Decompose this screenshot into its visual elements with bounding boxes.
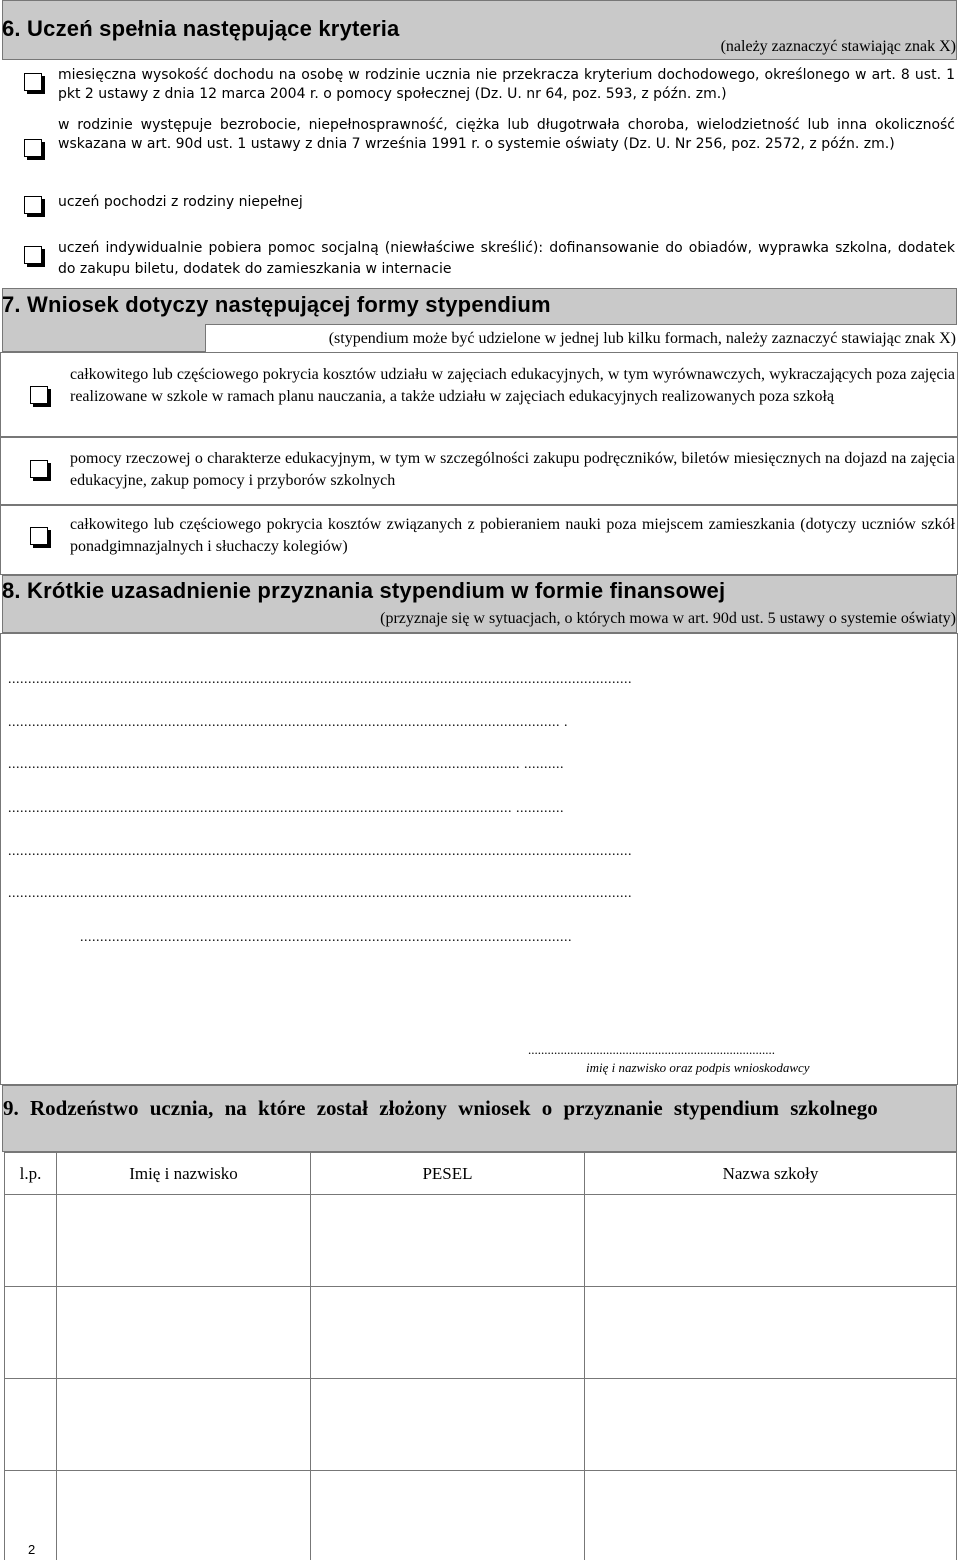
col-header-lp: l.p. [5, 1153, 57, 1195]
form-option-1-checkbox[interactable] [30, 386, 48, 404]
criterion-2-text: w rodzinie występuje bezrobocie, niepełnosprawność, ciężka lub długotrwała choroba, wielodzietność lub inna okoliczność wskazana w art. 90d ust. 1 ustawy z dnia 7 września 1991 r. o systemie oświaty (Dz. U. Nr 256, poz. 2572, z późn. zm.) [58, 117, 955, 152]
section8-title: 8. Krótkie uzasadnienie przyznania stypendium w formie finansowej [2, 578, 726, 603]
table-row [5, 1287, 957, 1379]
cell-pesel[interactable] [311, 1287, 585, 1379]
criterion-4-checkbox[interactable] [24, 246, 42, 264]
section7-title: 7. Wniosek dotyczy następującej formy stypendium [2, 292, 551, 317]
dot-line[interactable]: .............................................................................................................................. ............ [8, 801, 564, 816]
col-header-pesel: PESEL [311, 1153, 585, 1195]
criterion-1-text: miesięczna wysokość dochodu na osobę w rodzinie ucznia nie przekracza kryterium dochodowego, określonego w art. 8 ust. 1 pkt 2 ustawy z dnia 12 marca 2004 r. o pomocy społecznej (Dz. U. nr 64, poz. 593, z późn. zm.) [58, 67, 955, 102]
table-row [5, 1195, 957, 1287]
form-option-3-checkbox[interactable] [30, 527, 48, 545]
section8-note: (przyznaje się w sytuacjach, o których mowa w art. 90d ust. 5 ustawy o systemie oświaty) [380, 610, 956, 627]
dot-line[interactable]: ............................................................................................................................................................ [8, 672, 632, 687]
section6-note: (należy zaznaczyć stawiając znak X) [720, 38, 956, 55]
cell-name[interactable] [57, 1195, 311, 1287]
cell-name[interactable] [57, 1379, 311, 1471]
cell-pesel[interactable] [311, 1379, 585, 1471]
cell-school[interactable] [585, 1287, 957, 1379]
section7-note: (stypendium może być udzielone w jednej lub kilku formach, należy zaznaczyć stawiając znak X) [328, 330, 956, 347]
table-row [5, 1471, 957, 1560]
siblings-table [4, 1152, 957, 1560]
table-row [5, 1379, 957, 1471]
cell-lp[interactable] [5, 1379, 57, 1471]
signature-line[interactable]: ............................................................................ [528, 1042, 775, 1057]
dot-line[interactable]: .......................................................................................................................................... . [8, 715, 568, 730]
dot-line[interactable]: ........................................................................................................................... [80, 930, 572, 945]
criterion-3-checkbox[interactable] [24, 196, 42, 214]
dot-line[interactable]: ................................................................................................................................ .......... [8, 757, 564, 772]
criterion-4-text: uczeń indywidualnie pobiera pomoc socjalną (niewłaściwe skreślić): dofinansowanie do obiadów, wyprawka szkolna, dodatek do zakupu biletu, dodatek do zamieszkania w internacie [58, 240, 955, 277]
cell-lp[interactable] [5, 1287, 57, 1379]
cell-pesel[interactable] [311, 1195, 585, 1287]
col-header-school: Nazwa szkoły [585, 1153, 957, 1195]
section6-title: 6. Uczeń spełnia następujące kryteria [2, 16, 400, 41]
criterion-2-checkbox[interactable] [24, 139, 42, 157]
cell-lp[interactable] [5, 1195, 57, 1287]
cell-school[interactable] [585, 1471, 957, 1560]
page-number: 2 [28, 1542, 36, 1557]
form-option-2-checkbox[interactable] [30, 460, 48, 478]
cell-pesel[interactable] [311, 1471, 585, 1560]
criterion-1-checkbox[interactable] [24, 73, 42, 91]
signature-label: imię i nazwisko oraz podpis wnioskodawcy [586, 1060, 810, 1075]
cell-school[interactable] [585, 1379, 957, 1471]
form-option-2-text: pomocy rzeczowej o charakterze edukacyjnym, w tym w szczególności zakupu podręczników, biletów miesięcznych na dojazd na zajęcia edukacyjne, zakup pomocy i przyborów szkolnych [70, 450, 955, 489]
criterion-3-text: uczeń pochodzi z rodziny niepełnej [58, 194, 303, 210]
cell-school[interactable] [585, 1195, 957, 1287]
col-header-name: Imię i nazwisko [57, 1153, 311, 1195]
cell-name[interactable] [57, 1287, 311, 1379]
dot-line[interactable]: ............................................................................................................................................................ [8, 886, 632, 901]
form-option-1-text: całkowitego lub częściowego pokrycia kosztów udziału w zajęciach edukacyjnych, w tym wyrównawczych, wykraczających poza zajęcia realizowane w szkole w ramach planu nauczania, a także udziału w zajęciach edukacyjnych realizowanych poza szkołą [70, 366, 955, 405]
cell-name[interactable] [57, 1471, 311, 1560]
form-option-3-text: całkowitego lub częściowego pokrycia kosztów związanych z pobieraniem nauki poza miejscem zamieszkania (dotyczy uczniów szkół ponadgimnazjalnych i słuchaczy kolegiów) [70, 516, 955, 555]
section9-title: 9. Rodzeństwo ucznia, na które został złożony wniosek o przyznanie stypendium szkolnego [3, 1096, 878, 1120]
dot-line[interactable]: ............................................................................................................................................................ [8, 844, 632, 859]
